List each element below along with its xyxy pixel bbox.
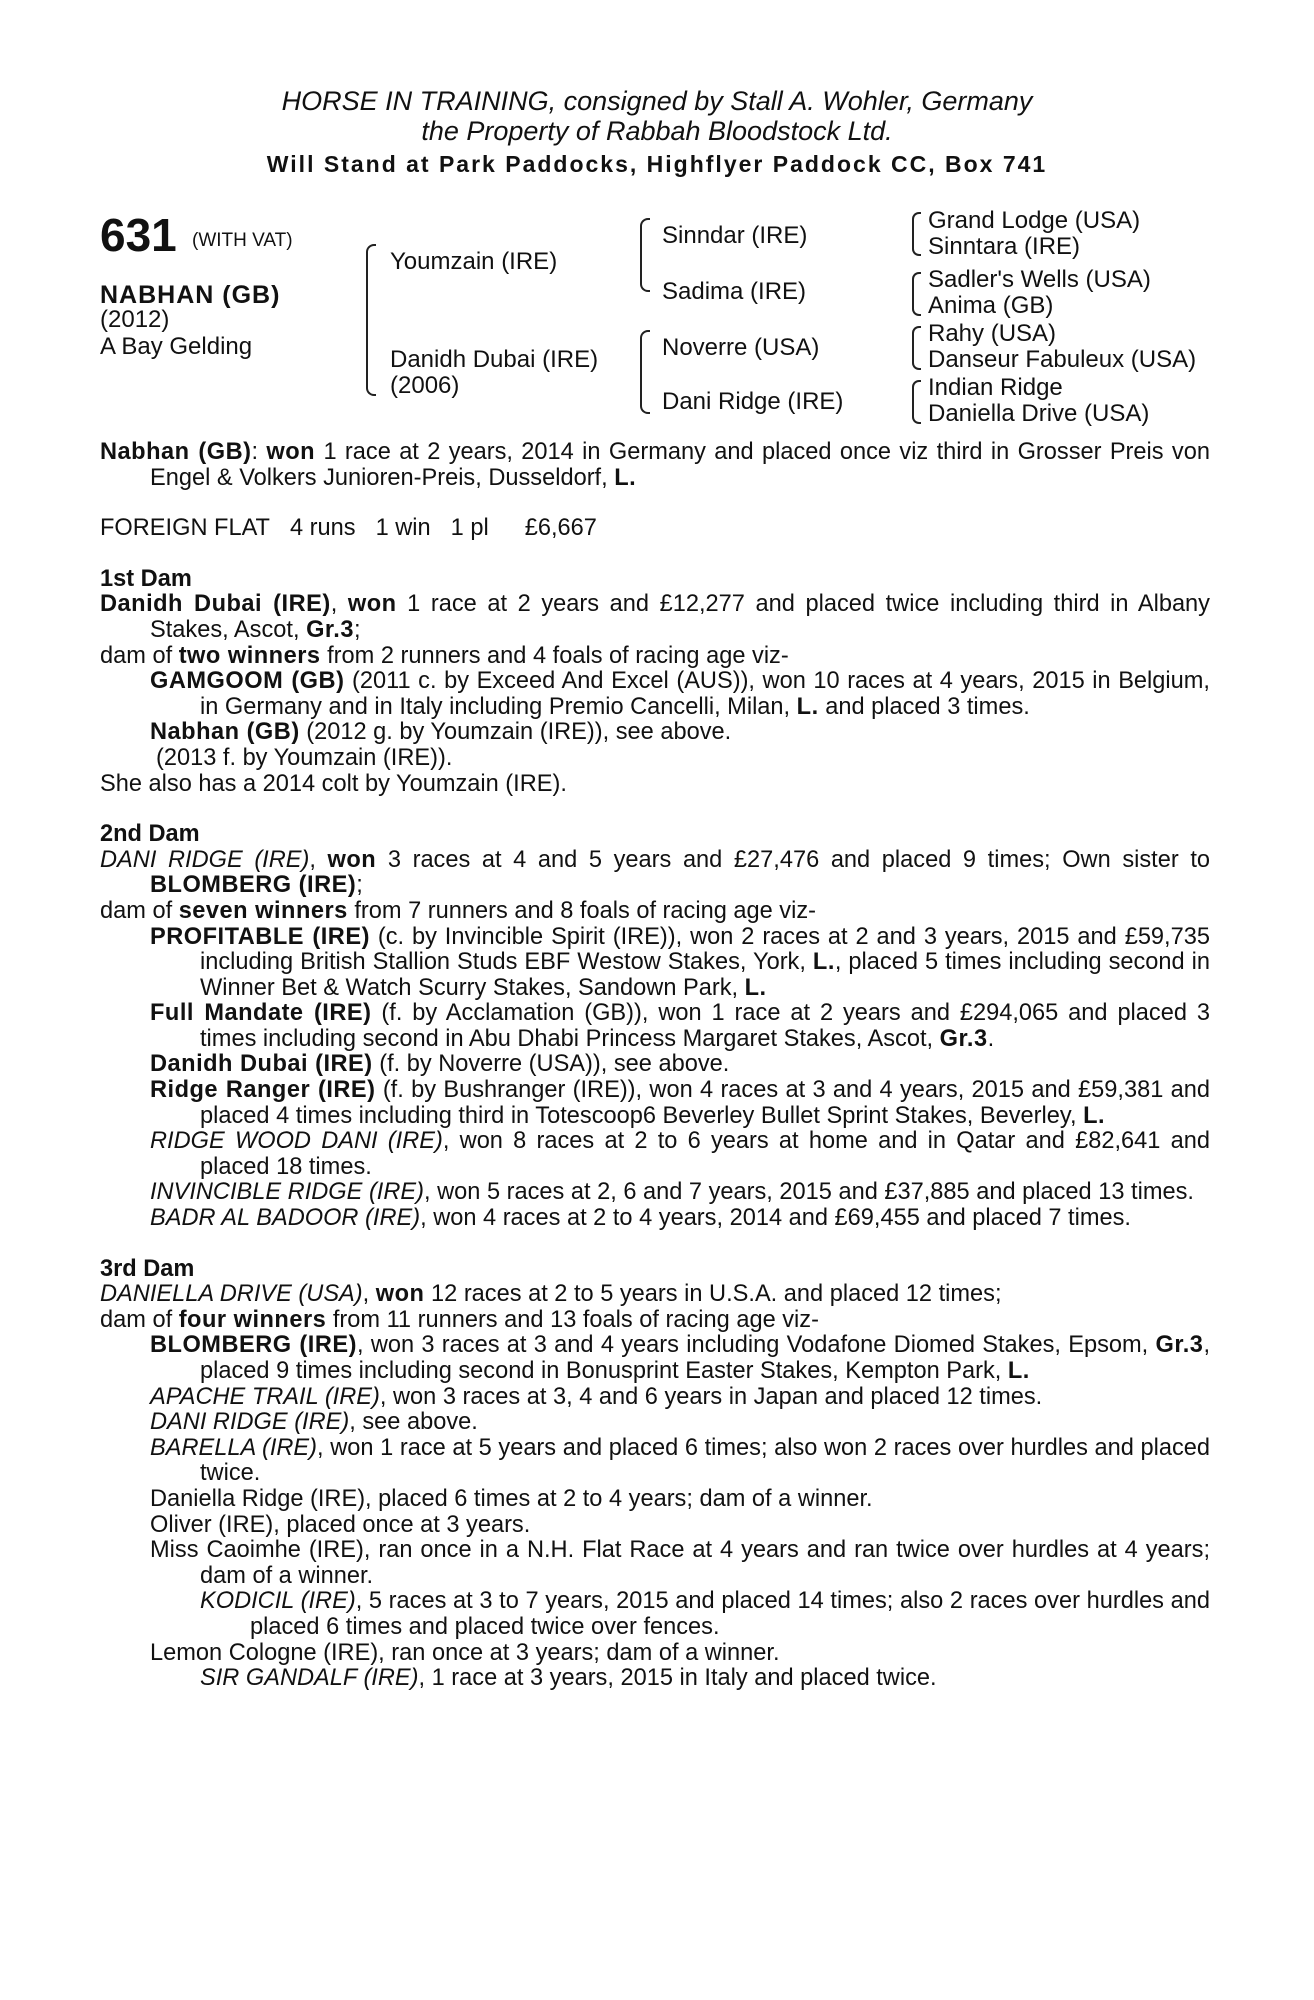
second-dam-progeny-3: Danidh Dubai (IRE) (f. by Noverre (USA)), see above.	[150, 1051, 730, 1078]
gp-brace-2	[912, 272, 921, 316]
consignor-line: HORSE IN TRAINING, consigned by Stall A. Wohler, Germany	[281, 86, 1033, 116]
third-dam-progeny-6: Oliver (IRE), placed once at 3 years.	[150, 1511, 531, 1538]
pedigree-dam: Danidh Dubai (IRE)	[390, 346, 599, 373]
third-dam-progeny-1: BLOMBERG (IRE), won 3 races at 3 and 4 years including Vodafone Diomed Stakes, Epsom, Gr.3, placed 9 times including second in Bonusprint Easter Stakes, Kempton Park, L.	[150, 1332, 1210, 1384]
pedigree-sire-dam: Sadima (IRE)	[662, 278, 807, 305]
third-dam-progeny-5: Daniella Ridge (IRE), placed 6 times at 2 to 4 years; dam of a winner.	[150, 1485, 873, 1512]
lot-number: 631	[100, 209, 177, 261]
horse-record: Nabhan (GB): won 1 race at 2 years, 2014 in Germany and placed once viz third in Grosser Preis von Engel & Volkers Junioren-Preis, Dusseldorf, L.	[100, 439, 1210, 491]
sire-parents-brace	[640, 218, 650, 292]
third-dam-progeny-7: Miss Caoimhe (IRE), ran once in a N.H. Flat Race at 4 years and ran twice over hurdles at 4 years; dam of a winner.	[150, 1537, 1210, 1589]
gp-brace-4	[912, 380, 921, 424]
pedigree-g4: Anima (GB)	[928, 292, 1054, 319]
third-dam-progeny-4: BARELLA (IRE), won 1 race at 5 years and placed 6 times; also won 2 races over hurdles and placed twice.	[150, 1434, 1210, 1487]
dam-parents-brace	[640, 330, 650, 414]
third-dam-grandprogeny-1: KODICIL (IRE), 5 races at 3 to 7 years, 2015 and placed 14 times; also 2 races over hurdles and placed 6 times and placed twice over fences.	[200, 1588, 1211, 1640]
owner-line: the Property of Rabbah Bloodstock Ltd.	[421, 116, 893, 146]
first-dam-heading: 1st Dam	[100, 565, 192, 592]
second-dam-progeny-2: Full Mandate (IRE) (f. by Acclamation (GB)), won 1 race at 2 years and £294,065 and placed 3 times including second in Abu Dhabi Princess Margaret Stakes, Ascot, Gr.3.	[150, 1000, 1210, 1052]
gp-brace-3	[912, 326, 921, 370]
second-dam-heading: 2nd Dam	[100, 821, 200, 848]
third-dam-heading: 3rd Dam	[100, 1255, 195, 1282]
pedigree-g6: Danseur Fabuleux (USA)	[928, 346, 1197, 373]
pedigree-dam-dam: Dani Ridge (IRE)	[662, 388, 844, 415]
first-dam-progeny-1: GAMGOOM (GB) (2011 c. by Exceed And Excel (AUS)), won 10 races at 4 years, 2015 in Belgium, in Germany and in Italy including Premio Cancelli, Milan, L. and placed 3 times.	[150, 668, 1210, 720]
first-dam-summary: dam of two winners from 2 runners and 4 foals of racing age viz-	[100, 642, 789, 669]
horse-year: (2012)	[100, 306, 170, 333]
second-dam-progeny-6: INVINCIBLE RIDGE (IRE), won 5 races at 2, 6 and 7 years, 2015 and £37,885 and placed 13 times.	[150, 1179, 1194, 1206]
pedigree-g5: Rahy (USA)	[928, 320, 1057, 347]
vat-note: (WITH VAT)	[192, 230, 293, 251]
pedigree-g8: Daniella Drive (USA)	[928, 400, 1150, 427]
pedigree-g3: Sadler's Wells (USA)	[928, 266, 1151, 293]
first-dam-note: She also has a 2014 colt by Youmzain (IRE).	[100, 770, 567, 797]
pedigree-dam-sire: Noverre (USA)	[662, 334, 820, 361]
gp-brace-1	[912, 212, 921, 256]
third-dam-progeny-3: DANI RIDGE (IRE), see above.	[150, 1409, 478, 1436]
second-dam-progeny-7: BADR AL BADOOR (IRE), won 4 races at 2 to 4 years, 2014 and £69,455 and placed 7 times.	[150, 1205, 1131, 1232]
pedigree-g1: Grand Lodge (USA)	[928, 207, 1141, 234]
catalogue-body	[100, 440, 1210, 1692]
third-dam-grandprogeny-2: SIR GANDALF (IRE), 1 race at 3 years, 2015 in Italy and placed twice.	[200, 1665, 937, 1692]
first-dam-progeny-3: (2013 f. by Youmzain (IRE)).	[156, 744, 453, 771]
horse-name: NABHAN (GB)	[100, 281, 281, 309]
pedigree-sire-sire: Sinndar (IRE)	[662, 222, 808, 249]
horse-description: A Bay Gelding	[100, 333, 253, 360]
first-dam-record: Danidh Dubai (IRE), won 1 race at 2 years and £12,277 and placed twice including third in Albany Stakes, Ascot, Gr.3;	[100, 591, 1210, 643]
second-dam-record: DANI RIDGE (IRE), won 3 races at 4 and 5 years and £27,476 and placed 9 times; Own sister to BLOMBERG (IRE);	[100, 846, 1210, 899]
second-dam-progeny-1: PROFITABLE (IRE) (c. by Invincible Spirit (IRE)), won 2 races at 2 and 3 years, 2015 and £59,735 including British Stallion Studs EBF Westow Stakes, York, L., placed 5 times including second in Winner Bet & Watch Scurry Stakes, Sandown Park, L.	[150, 923, 1211, 1001]
first-dam-progeny-2: Nabhan (GB) (2012 g. by Youmzain (IRE)), see above.	[150, 719, 732, 746]
second-dam-summary: dam of seven winners from 7 runners and 8 foals of racing age viz-	[100, 897, 816, 924]
third-dam-progeny-2: APACHE TRAIL (IRE), won 3 races at 3, 4 and 6 years in Japan and placed 12 times.	[150, 1383, 1043, 1410]
pedigree-dam-year: (2006)	[390, 372, 460, 399]
foreign-flat-stats: FOREIGN FLAT 4 runs 1 win 1 pl £6,667	[100, 515, 597, 542]
pedigree-g2: Sinntara (IRE)	[928, 233, 1081, 260]
third-dam-progeny-8: Lemon Cologne (IRE), ran once at 3 years; dam of a winner.	[150, 1639, 780, 1666]
third-dam-record: DANIELLA DRIVE (USA), won 12 races at 2 to 5 years in U.S.A. and placed 12 times;	[100, 1281, 1002, 1308]
pedigree-g7: Indian Ridge	[928, 374, 1063, 401]
location-line: Will Stand at Park Paddocks, Highflyer Paddock CC, Box 741	[266, 151, 1048, 177]
third-dam-summary: dam of four winners from 11 runners and 13 foals of racing age viz-	[100, 1306, 819, 1333]
sire-dam-brace	[366, 244, 376, 396]
second-dam-progeny-5: RIDGE WOOD DANI (IRE), won 8 races at 2 to 6 years at home and in Qatar and £82,641 and placed 18 times.	[150, 1128, 1211, 1180]
second-dam-progeny-4: Ridge Ranger (IRE) (f. by Bushranger (IRE)), won 4 races at 3 and 4 years, 2015 and £59,381 and placed 4 times including third in Totescoop6 Beverley Bullet Sprint Stakes, Beverley, L.	[150, 1077, 1211, 1129]
pedigree-sire: Youmzain (IRE)	[390, 248, 558, 275]
